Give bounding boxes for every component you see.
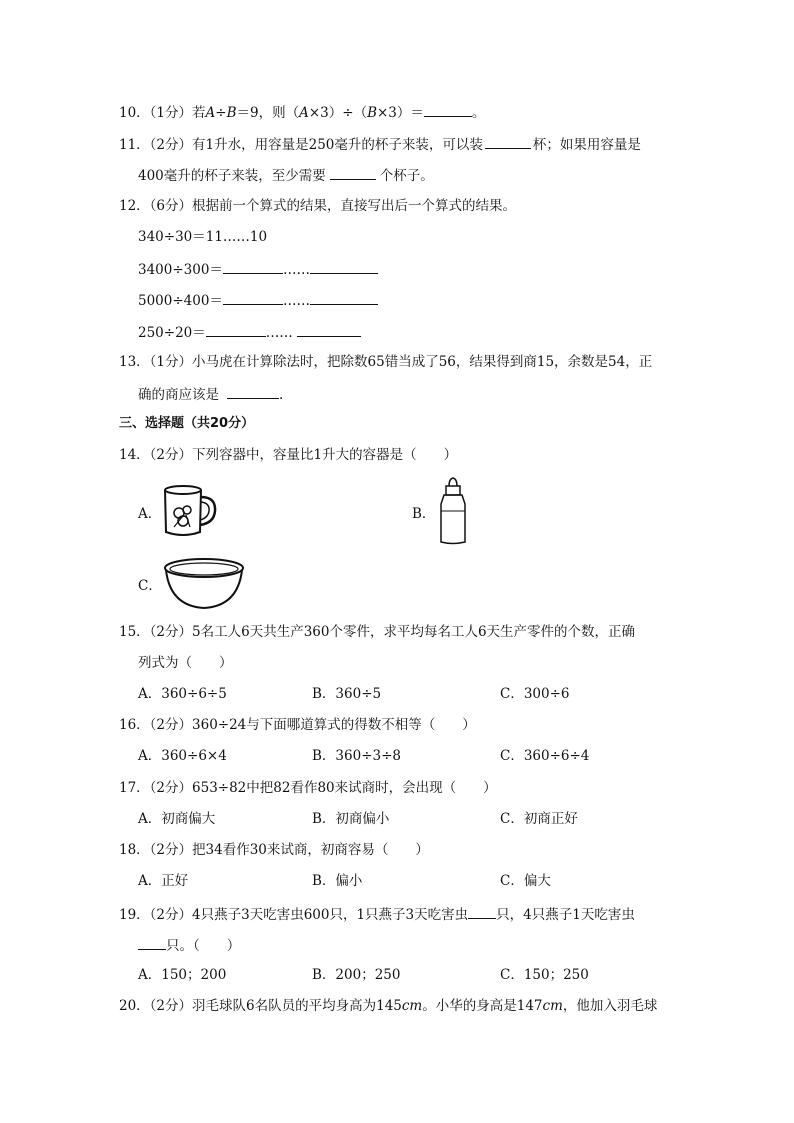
q19-text-a: 19．（2分）4只燕子3天吃害虫600只，1只燕子3天吃害虫	[119, 907, 469, 923]
equation-row	[138, 259, 378, 279]
q19-text-b: 只，4只燕子1天吃害虫	[496, 907, 635, 923]
q10-divide: ÷	[215, 105, 227, 121]
var-a: A	[299, 105, 309, 121]
option-b-label[interactable]: B．	[412, 506, 436, 522]
question-20-line-1	[119, 997, 657, 1015]
q20-text-c: ，他加入羽毛球	[562, 998, 658, 1014]
q11-text-d: 个杯子。	[379, 168, 434, 184]
question-13-line-1: 13．（1分）小马虎在计算除法时，把除数65错当成了56，结果得到商15，余数是54，正	[119, 354, 653, 370]
option-b[interactable]: B．360÷3÷8	[312, 748, 401, 764]
answer-blank[interactable]	[330, 165, 376, 180]
question-10	[119, 102, 485, 122]
option-a[interactable]: A．正好	[138, 873, 189, 889]
unit-cm: cm	[401, 998, 423, 1014]
remainder-blank[interactable]	[297, 322, 361, 337]
option-a-label[interactable]: A．	[138, 506, 162, 522]
answer-blank[interactable]	[138, 935, 166, 950]
question-11-line-1	[119, 134, 641, 154]
q13-period: .	[279, 387, 284, 403]
mug-icon[interactable]	[160, 483, 218, 539]
q11-text-a: 11．（2分）有1升水，用容量是250毫升的杯子来装，可以装	[119, 137, 483, 153]
question-17-stem: 17．（2分）653÷82中把82看作80来试商时，会出现（ ）	[119, 780, 497, 796]
question-15-line-2: 列式为（ ）	[138, 655, 233, 671]
bowl-icon[interactable]	[162, 556, 246, 612]
equation-row	[138, 290, 378, 310]
q19-text-c: 只。（ ）	[166, 938, 241, 954]
quotient-blank[interactable]	[206, 322, 266, 337]
quotient-blank[interactable]	[223, 290, 283, 305]
option-a[interactable]: A．360÷6×4	[138, 748, 227, 764]
question-12-stem: 12．（6分）根据前一个算式的结果，直接写出后一个算式的结果。	[119, 198, 517, 214]
question-16-stem: 16．（2分）360÷24与下面哪道算式的得数不相等（ ）	[119, 717, 476, 733]
option-b[interactable]: B．初商偏小	[312, 811, 390, 827]
equation-left: 5000÷400＝	[138, 293, 223, 309]
option-b[interactable]: B．200；250	[312, 967, 401, 983]
question-13-line-2	[138, 384, 283, 404]
q20-text-a: 20．（2分）羽毛球队6名队员的平均身高为145	[119, 998, 402, 1014]
equation-left: 3400÷300＝	[138, 262, 223, 278]
var-a: A	[205, 105, 216, 121]
q10-text-b: ＝9，则（	[236, 105, 300, 121]
q10-end: 。	[471, 105, 486, 121]
option-c[interactable]: C．偏大	[500, 873, 551, 889]
question-19-line-1	[119, 904, 635, 924]
option-a[interactable]: A．初商偏大	[138, 811, 216, 827]
option-c[interactable]: C．300÷6	[500, 686, 570, 702]
ellipsis: ……	[265, 325, 293, 341]
remainder-blank[interactable]	[310, 259, 378, 274]
question-15-line-1: 15．（2分）5名工人6天共生产360个零件，求平均每名工人6天生产零件的个数，正确	[119, 624, 636, 640]
remainder-blank[interactable]	[310, 290, 378, 305]
option-a[interactable]: A．360÷6÷5	[138, 686, 227, 702]
var-b: B	[367, 105, 377, 121]
option-c-label[interactable]: C．	[138, 578, 162, 594]
q11-text-b: 杯；如果用容量是	[532, 137, 641, 153]
q10-text-d: ×3）＝	[377, 105, 424, 121]
unit-cm: cm	[542, 998, 563, 1014]
option-b[interactable]: B．偏小	[312, 873, 363, 889]
question-18-stem: 18．（2分）把34看作30来试商，初商容易（ ）	[119, 842, 429, 858]
option-c[interactable]: C．150；250	[500, 967, 589, 983]
q20-text-b: 。小华的身高是147	[422, 998, 543, 1014]
ellipsis: ……	[282, 293, 310, 309]
question-19-line-2	[138, 935, 240, 955]
q10-text: 10．（1分）若	[119, 105, 206, 121]
option-c[interactable]: C．初商正好	[500, 811, 578, 827]
answer-blank[interactable]	[468, 904, 496, 919]
option-c[interactable]: C．360÷6÷4	[500, 748, 590, 764]
question-14-stem: 14．（2分）下列容器中，容量比1升大的容器是（ ）	[119, 447, 458, 463]
q13-text: 确的商应该是	[138, 387, 219, 403]
var-b: B	[226, 105, 237, 121]
option-b[interactable]: B．360÷5	[312, 686, 382, 702]
given-equation: 340÷30＝11……10	[138, 229, 268, 245]
quotient-blank[interactable]	[223, 259, 283, 274]
answer-blank[interactable]	[485, 134, 531, 149]
q10-text-c: ×3）÷（	[308, 105, 368, 121]
option-a[interactable]: A．150；200	[138, 967, 227, 983]
equation-row	[138, 322, 361, 342]
question-11-line-2	[138, 165, 434, 185]
answer-blank[interactable]	[424, 102, 472, 117]
equation-left: 250÷20＝	[138, 325, 206, 341]
q11-text-c: 400毫升的杯子来装，至少需要	[138, 168, 326, 184]
answer-blank[interactable]	[227, 384, 279, 399]
section-heading: 三、选择题（共20分）	[119, 416, 255, 431]
ellipsis: ……	[282, 262, 310, 278]
baby-bottle-icon[interactable]	[436, 476, 470, 546]
